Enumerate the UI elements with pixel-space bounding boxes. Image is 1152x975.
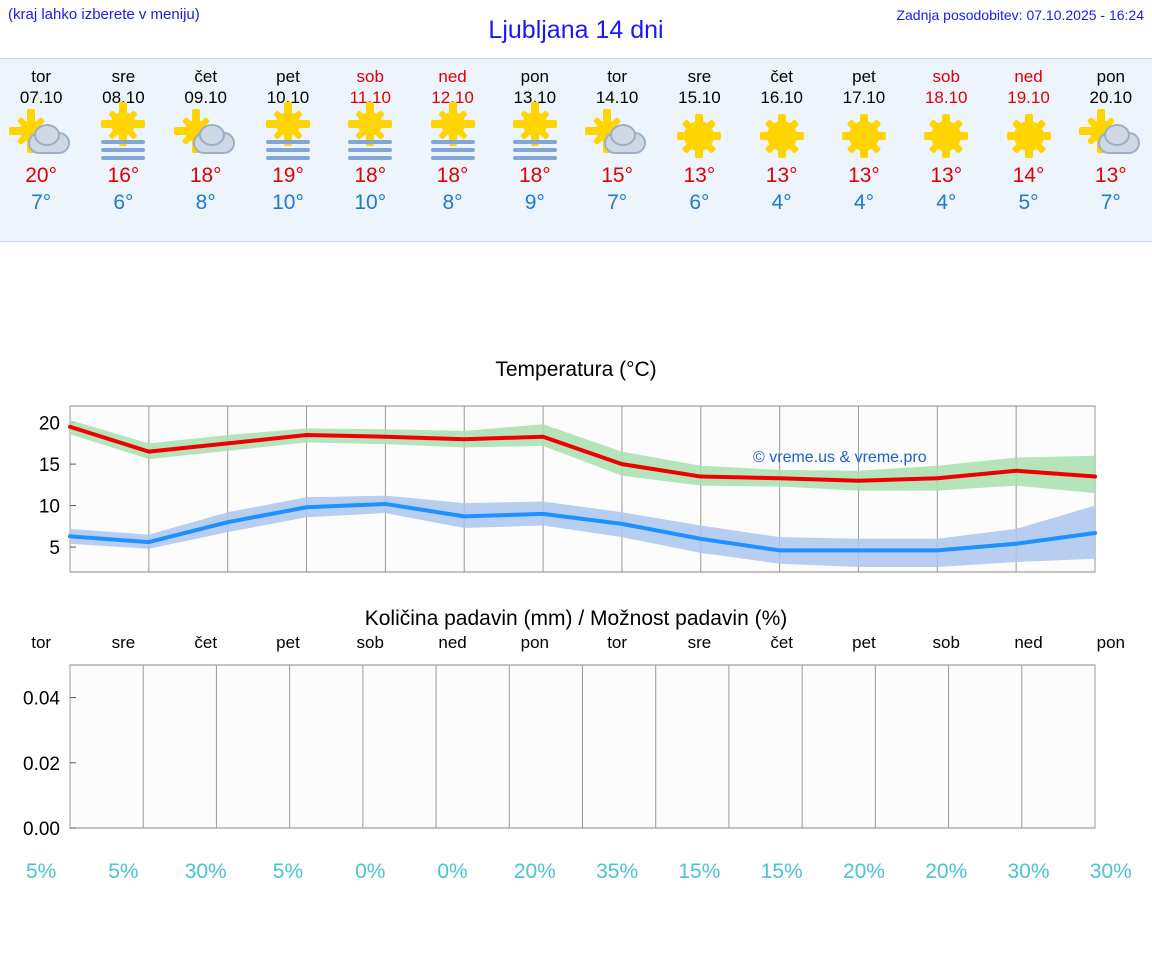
forecast-weather-icon — [165, 110, 247, 162]
svg-text:0.02: 0.02 — [23, 753, 60, 775]
precip-probability: 5% — [108, 860, 139, 883]
forecast-day[interactable] — [905, 59, 987, 241]
forecast-temp-max: 18° — [436, 164, 469, 187]
precip-probability: 0% — [355, 860, 386, 883]
forecast-day-date: 17.10 — [842, 88, 886, 107]
forecast-day-name: ned — [438, 67, 467, 86]
precip-probability: 30% — [184, 860, 227, 883]
sun-icon — [833, 112, 895, 160]
sun-rain-icon — [339, 112, 401, 160]
forecast-temp-max: 20° — [25, 164, 58, 187]
temperature-chart-title: Temperatura (°C) — [495, 358, 657, 381]
temperature-svg — [0, 384, 1152, 599]
forecast-day-date: 09.10 — [184, 88, 227, 107]
temperature-plot-area — [0, 384, 1152, 599]
forecast-temp-min: 7° — [607, 191, 628, 214]
forecast-day-name: pon — [520, 67, 550, 86]
forecast-day-name: sob — [932, 67, 960, 86]
forecast-temp-max: 18° — [518, 164, 551, 187]
forecast-weather-icon — [987, 110, 1069, 162]
forecast-day[interactable] — [741, 59, 823, 241]
forecast-temp-min: 4° — [936, 191, 957, 214]
precipitation-chart-title: Količina padavin (mm) / Možnost padavin (%) — [364, 607, 788, 630]
partly-cloudy-sun-icon — [175, 112, 237, 160]
forecast-day-name: sre — [111, 67, 136, 86]
forecast-temp-min: 6° — [689, 191, 710, 214]
precip-day-label: pet — [276, 633, 300, 652]
forecast-day-date: 15.10 — [678, 88, 721, 107]
forecast-weather-icon — [329, 110, 411, 162]
forecast-temp-max: 18° — [189, 164, 222, 187]
forecast-weather-icon — [741, 110, 823, 162]
menu-hint: (kraj lahko izberete v meniju) — [8, 6, 200, 23]
forecast-temp-max: 18° — [354, 164, 387, 187]
forecast-day-name: čet — [194, 67, 218, 86]
forecast-temp-min: 4° — [853, 191, 874, 214]
forecast-weather-icon — [494, 110, 576, 162]
forecast-day[interactable] — [658, 59, 740, 241]
forecast-temp-max: 13° — [765, 164, 798, 187]
precipitation-day-labels — [0, 633, 1152, 653]
precip-day-label: ned — [438, 633, 467, 652]
page-header — [0, 0, 1152, 58]
forecast-day-date: 19.10 — [1007, 88, 1050, 107]
forecast-temp-max: 13° — [1094, 164, 1127, 187]
copyright-label: © vreme.us & vreme.pro — [753, 449, 927, 466]
forecast-temp-max: 14° — [1012, 164, 1045, 187]
forecast-day-date: 07.10 — [19, 88, 63, 107]
forecast-temp-min: 8° — [195, 191, 216, 214]
precip-probability: 20% — [513, 860, 556, 883]
precip-day-label: ned — [1014, 633, 1043, 652]
sun-rain-icon — [257, 112, 319, 160]
forecast-day-date: 13.10 — [513, 88, 557, 107]
forecast-temp-min: 7° — [1100, 191, 1121, 214]
forecast-day-name: tor — [607, 67, 628, 86]
forecast-day-date: 20.10 — [1089, 88, 1133, 107]
forecast-day-date: 14.10 — [595, 88, 639, 107]
forecast-temp-min: 9° — [524, 191, 545, 214]
forecast-day-name: sob — [356, 67, 384, 86]
precip-day-label: pon — [520, 633, 550, 652]
precip-day-label: sre — [111, 633, 136, 652]
forecast-temp-max: 13° — [848, 164, 880, 187]
forecast-day-date: 11.10 — [349, 88, 391, 107]
forecast-temp-min: 4° — [771, 191, 792, 214]
forecast-day[interactable] — [576, 59, 658, 241]
precip-probability: 20% — [842, 860, 885, 883]
forecast-weather-icon — [411, 110, 493, 162]
precip-probability: 5% — [25, 860, 57, 883]
temperature-chart — [0, 350, 1152, 599]
forecast-day-name: pon — [1096, 67, 1125, 86]
forecast-weather-icon — [576, 110, 658, 162]
forecast-temp-max: 16° — [107, 164, 140, 187]
forecast-temp-min: 10° — [354, 191, 387, 214]
forecast-weather-icon — [823, 110, 905, 162]
forecast-day-name: tor — [31, 67, 52, 86]
forecast-temp-min: 10° — [272, 191, 304, 214]
svg-text:10: 10 — [38, 496, 60, 518]
precip-probability: 35% — [596, 860, 639, 883]
forecast-day[interactable] — [411, 59, 493, 241]
forecast-day-date: 16.10 — [760, 88, 803, 107]
forecast-day[interactable] — [329, 59, 411, 241]
partly-cloudy-sun-icon — [10, 112, 72, 160]
forecast-temp-min: 6° — [113, 191, 134, 214]
forecast-day-date: 18.10 — [924, 88, 968, 107]
precip-probability: 5% — [272, 860, 304, 883]
forecast-day-name: pet — [852, 67, 876, 86]
forecast-day-date: 12.10 — [431, 88, 474, 107]
page-title: Ljubljana 14 dni — [488, 16, 664, 44]
precip-probability: 15% — [678, 860, 721, 883]
forecast-day[interactable] — [247, 59, 329, 241]
svg-text:5: 5 — [49, 538, 60, 560]
forecast-temp-max: 13° — [683, 164, 716, 187]
precip-day-label: tor — [607, 633, 628, 652]
precip-day-label: sre — [687, 633, 712, 652]
forecast-day-name: ned — [1014, 67, 1043, 86]
svg-text:0.04: 0.04 — [23, 688, 60, 710]
forecast-temp-min: 8° — [442, 191, 463, 214]
forecast-temp-min: 5° — [1018, 191, 1039, 214]
svg-text:0.00: 0.00 — [23, 819, 60, 840]
precipitation-chart — [0, 599, 1152, 884]
forecast-weather-icon — [82, 110, 164, 162]
sun-rain-icon — [92, 112, 154, 160]
forecast-day[interactable] — [82, 59, 164, 241]
forecast-day-name: čet — [770, 67, 794, 86]
partly-cloudy-sun-icon — [586, 112, 648, 160]
forecast-day-name: pet — [276, 67, 300, 86]
precipitation-probability-row — [0, 858, 1152, 884]
last-updated: Zadnja posodobitev: 07.10.2025 - 16:24 — [896, 7, 1144, 23]
forecast-temp-max: 13° — [930, 164, 963, 187]
forecast-day-date: 08.10 — [102, 88, 145, 107]
forecast-day[interactable] — [494, 59, 576, 241]
forecast-day[interactable] — [1070, 59, 1152, 241]
precip-day-label: pon — [1096, 633, 1125, 652]
sun-icon — [915, 112, 977, 160]
sun-icon — [998, 112, 1060, 160]
forecast-weather-icon — [658, 110, 740, 162]
forecast-weather-icon — [0, 110, 82, 162]
forecast-strip — [0, 58, 1152, 242]
forecast-day[interactable] — [0, 59, 82, 241]
forecast-weather-icon — [247, 110, 329, 162]
precip-day-label: sob — [356, 633, 384, 652]
precip-probability: 0% — [437, 860, 468, 883]
precip-day-label: sob — [932, 633, 960, 652]
precip-probability: 20% — [925, 860, 968, 883]
spacer — [0, 242, 1152, 350]
precip-day-label: čet — [770, 633, 794, 652]
precip-probability: 15% — [760, 860, 803, 883]
forecast-weather-icon — [905, 110, 987, 162]
precip-probability: 30% — [1089, 860, 1132, 883]
precip-day-label: tor — [31, 633, 52, 652]
sun-rain-icon — [504, 112, 566, 160]
precip-day-label: pet — [852, 633, 876, 652]
svg-text:15: 15 — [38, 455, 60, 477]
partly-cloudy-sun-icon — [1080, 112, 1142, 160]
precipitation-plot-area — [0, 653, 1152, 858]
forecast-day[interactable] — [165, 59, 247, 241]
forecast-day[interactable] — [823, 59, 905, 241]
sun-rain-icon — [422, 112, 484, 160]
precip-probability: 30% — [1007, 860, 1050, 883]
forecast-weather-icon — [1070, 110, 1152, 162]
forecast-day-name: sre — [687, 67, 712, 86]
forecast-day[interactable] — [987, 59, 1069, 241]
forecast-day-date: 10.10 — [266, 88, 310, 107]
precipitation-svg — [0, 653, 1152, 858]
sun-icon — [668, 112, 730, 160]
precip-day-label: čet — [194, 633, 218, 652]
forecast-temp-min: 7° — [31, 191, 52, 214]
forecast-temp-max: 19° — [272, 164, 304, 187]
sun-icon — [751, 112, 813, 160]
forecast-temp-max: 15° — [601, 164, 633, 187]
svg-text:20: 20 — [38, 413, 60, 435]
